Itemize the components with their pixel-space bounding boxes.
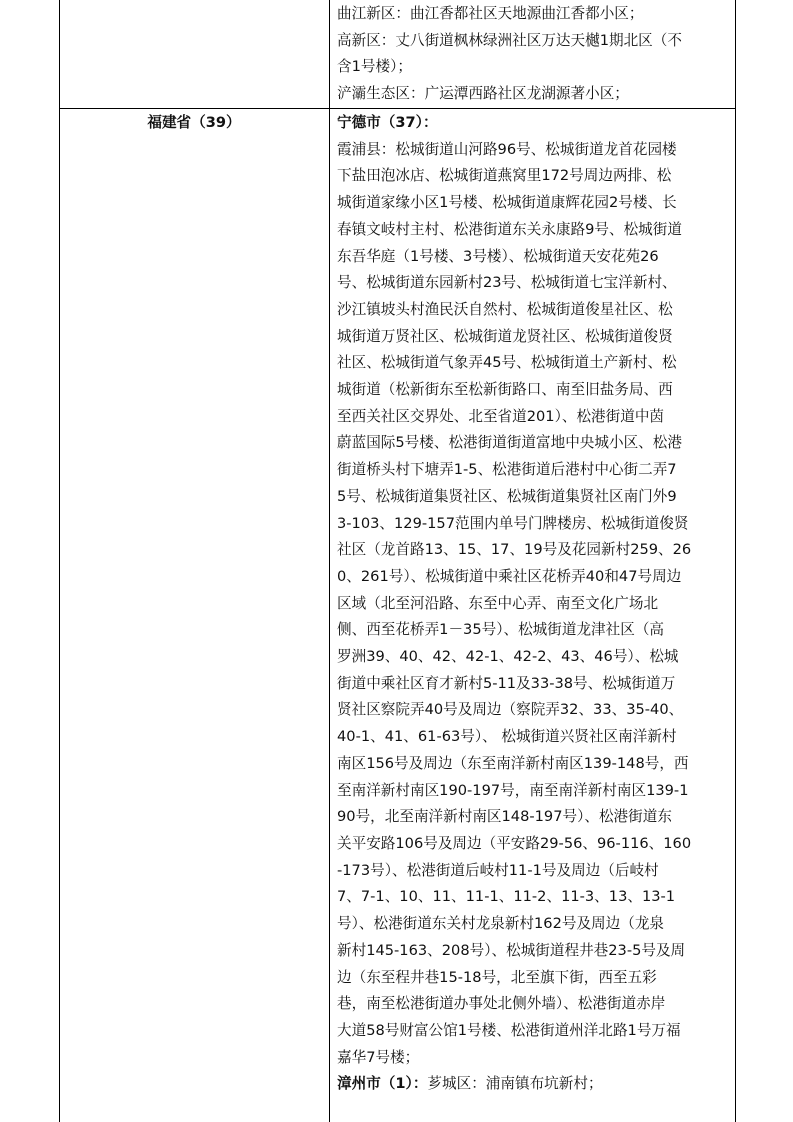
detail-line: -173号）、松港街道后岐村11-1号及周边（后岐村 (337, 861, 659, 879)
city-heading: 宁德市（37）： (337, 114, 438, 131)
detail-line: 霞浦县：松城街道山河路96号、松城街道龙首花园楼 (337, 140, 677, 158)
detail-line: 街道桥头村下塘弄1-5、松港街道后港村中心街二弄7 (337, 461, 677, 479)
detail-line: 城街道（松新街东至松新街路口、南至旧盐务局、西 (337, 381, 673, 399)
detail-line: 0、261号）、松城街道中乘社区花桥弄40和47号周边 (337, 567, 682, 585)
detail-line: 城街道万贤社区、松城街道龙贤社区、松城街道俊贤 (337, 327, 673, 345)
city-detail-lines (337, 137, 731, 1072)
detail-line: 罗洲39、40、42、42-1、42-2、43、46号）、松城 (337, 648, 679, 666)
detail-line: 社区（龙首路13、15、17、19号及花园新村259、26 (337, 541, 692, 559)
province-label: 福建省（39） (147, 114, 241, 131)
detail-line: 7、7-1、10、11、11-1、11-2、11-3、13、13-1 (337, 888, 676, 906)
detail-line: 3-103、129-157范围内单号门牌楼房、松城街道俊贤 (337, 514, 689, 532)
detail-line: 关平安路106号及周边（平安路29-56、96-116、160 (337, 834, 692, 852)
city2-line (337, 1071, 731, 1098)
table-left-border (59, 0, 60, 1122)
detail-line: 城街道家缘小区1号楼、松城街道康辉花园2号楼、长 (337, 194, 677, 212)
detail-line: 至西关社区交界处、北至省道201）、松港街道中茵 (337, 407, 665, 425)
table-column-divider (329, 0, 330, 1122)
detail-line: 5号、松城街道集贤社区、松城街道集贤社区南门外9 (337, 487, 677, 505)
detail-line: 下盐田泡冰店、松城街道燕窝里172号周边两排、松 (337, 167, 672, 185)
detail-line: 南区156号及周边（东至南洋新村南区139-148号，西 (337, 754, 689, 772)
detail-line: 嘉华7号楼； (337, 1048, 420, 1066)
region-line: 高新区：丈八街道枫林绿洲社区万达天樾1期北区（不 (337, 31, 682, 49)
detail-line: 至南洋新村南区190-197号，南至南洋新村南区139-1 (337, 781, 689, 799)
document-table (59, 0, 736, 1122)
detail-line: 新村145-163、208号）、松城街道程井巷23-5号及周 (337, 941, 686, 959)
detail-line: 沙江镇坡头村渔民沃自然村、松城街道俊星社区、松 (337, 300, 673, 318)
detail-line: 40-1、41、61-63号）、 松城街道兴贤社区南洋新村 (337, 728, 677, 746)
region-line: 含1号楼）； (337, 58, 412, 76)
detail-line: 蔚蓝国际5号楼、松港街道街道富地中央城小区、松港 (337, 434, 682, 452)
detail-line: 巷，南至松港街道办事处北侧外墙）、松港街道赤岸 (337, 995, 666, 1013)
detail-line: 号、松城街道东园新村23号、松城街道七宝洋新村、 (337, 274, 677, 292)
row-divider (59, 108, 736, 109)
detail-line: 大道58号财富公馆1号楼、松港街道州洋北路1号万福 (337, 1021, 681, 1039)
region-line: 曲江新区：曲江香都社区天地源曲江香都小区； (337, 5, 644, 22)
city2-detail: 芗城区：浦南镇布坑新村； (427, 1075, 603, 1093)
detail-line: 春镇文岐村主村、松港街道东关永康路9号、松城街道 (337, 220, 682, 238)
detail-line: 边（东至程井巷15-18号，北至旗下街，西至五彩 (337, 968, 657, 986)
detail-line: 街道中乘社区育才新村5-11及33-38号、松城街道万 (337, 674, 676, 692)
city2-heading: 漳州市（1）： (337, 1075, 428, 1093)
province-regions-cell (337, 110, 731, 1098)
detail-line: 贤社区察院弄40号及周边（察院弄32、33、35-40、 (337, 701, 684, 719)
table-right-border (735, 0, 736, 1122)
detail-line: 社区、松城街道气象弄45号、松城街道土产新村、松 (337, 354, 677, 372)
detail-line: 东吾华庭（1号楼、3号楼）、松城街道天安花苑26 (337, 247, 659, 265)
province-cell (59, 110, 329, 137)
detail-line: 侧、西至花桥弄1－35号）、松城街道龙津社区（高 (337, 621, 665, 639)
region-line: 浐灞生态区：广运潭西路社区龙湖源著小区； (337, 85, 629, 103)
detail-line: 号）、松港街道东关村龙泉新村162号及周边（龙泉 (337, 915, 665, 933)
detail-line: 90号，北至南洋新村南区148-197号）、松港街道东 (337, 808, 672, 826)
prev-row-regions-cell (337, 1, 731, 108)
detail-line: 区域（北至河沿路、东至中心弄、南至文化广场北 (337, 594, 659, 612)
